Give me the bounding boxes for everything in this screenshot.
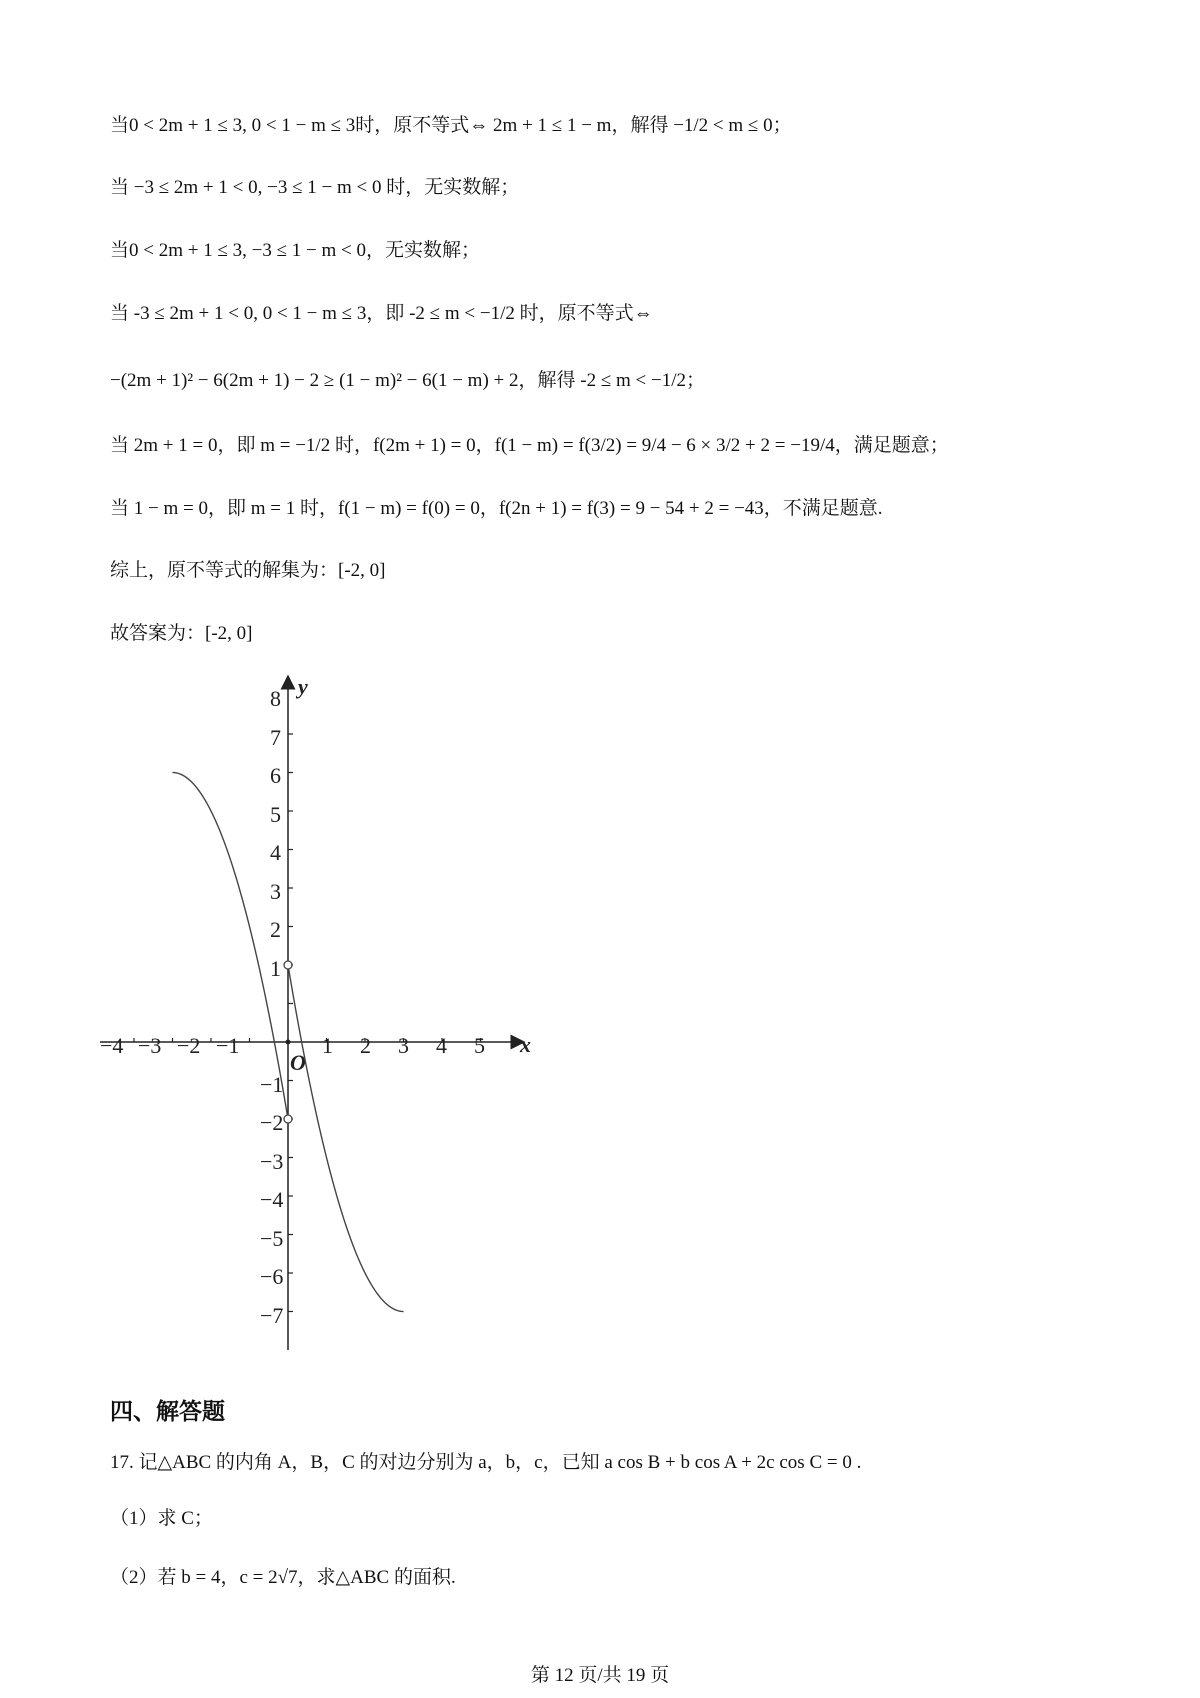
solution-line-5: −(2m + 1)² − 6(2m + 1) − 2 ≥ (1 − m)² − 6(1 − m) + 2，解得 -2 ≤ m < −1/2； xyxy=(110,370,705,391)
x-tick-label: 4 xyxy=(436,1033,447,1058)
solution-summary: 综上，原不等式的解集为：[-2, 0] xyxy=(110,560,386,581)
x-tick-label: 3 xyxy=(398,1033,409,1058)
y-tick-label: 6 xyxy=(270,763,281,788)
y-axis-label: y xyxy=(298,674,308,699)
page-number: 第 12 页/共 19 页 xyxy=(530,1665,670,1686)
y-tick-label: −6 xyxy=(260,1264,284,1289)
problem-stem: 17. 记△ABC 的内角 A，B，C 的对边分别为 a，b，c，已知 a cos B + b cos A + 2c cos C = 0 . xyxy=(110,1452,862,1473)
function-graph xyxy=(100,670,540,1360)
origin-label: O xyxy=(290,1050,306,1075)
solution-line-3: 当0 < 2m + 1 ≤ 3, −3 ≤ 1 − m < 0，无实数解； xyxy=(110,240,480,261)
y-tick-label: 8 xyxy=(270,686,281,711)
solution-line-7: 当 1 − m = 0，即 m = 1 时，f(1 − m) = f(0) = 0，f(2n + 1) = f(3) = 9 − 54 + 2 = −43，不满足题意. xyxy=(110,498,883,519)
x-axis-label: x xyxy=(520,1032,531,1057)
problem-part-1: （1）求 C； xyxy=(110,1508,213,1529)
y-tick-label: 3 xyxy=(270,879,281,904)
curve-right-branch xyxy=(288,965,403,1311)
open-point-top xyxy=(284,961,292,969)
y-tick-label: 5 xyxy=(270,802,281,827)
y-tick-label: 1 xyxy=(270,956,281,981)
solution-line-1: 当0 < 2m + 1 ≤ 3, 0 < 1 − m ≤ 3时，原不等式⇔ 2m + 1 ≤ 1 − m，解得 −1/2 < m ≤ 0； xyxy=(110,115,792,136)
y-tick-label: −2 xyxy=(260,1110,284,1135)
open-point-bottom xyxy=(284,1115,292,1123)
solution-line-4: 当 -3 ≤ 2m + 1 < 0, 0 < 1 − m ≤ 3，即 -2 ≤ m < −1/2 时，原不等式⇔ xyxy=(110,303,653,324)
y-tick-label: 4 xyxy=(270,840,281,865)
problem-part-2: （2）若 b = 4，c = 2√7，求△ABC 的面积. xyxy=(110,1567,456,1588)
y-tick-label: −7 xyxy=(260,1303,284,1328)
solution-line-2: 当 −3 ≤ 2m + 1 < 0, −3 ≤ 1 − m < 0 时，无实数解； xyxy=(110,177,520,198)
y-tick-label: −1 xyxy=(260,1072,284,1097)
y-tick-label: 2 xyxy=(270,917,281,942)
x-tick-label: −4 xyxy=(100,1033,124,1058)
x-tick-label: 5 xyxy=(474,1033,485,1058)
x-tick-label: −3 xyxy=(138,1033,162,1058)
x-tick-label: −1 xyxy=(216,1033,240,1058)
x-tick-label: −2 xyxy=(177,1033,201,1058)
section-title: 四、解答题 xyxy=(110,1399,225,1425)
x-tick-label: 1 xyxy=(322,1033,333,1058)
solution-line-6: 当 2m + 1 = 0，即 m = −1/2 时，f(2m + 1) = 0，f(1 − m) = f(3/2) = 9/4 − 6 × 3/2 + 2 = −19/4，满足题意； xyxy=(110,435,949,456)
y-tick-label: −3 xyxy=(260,1149,284,1174)
origin-point xyxy=(286,1040,291,1045)
solution-answer: 故答案为：[-2, 0] xyxy=(110,623,253,644)
y-tick-label: −4 xyxy=(260,1187,284,1212)
y-tick-label: 7 xyxy=(270,725,281,750)
y-tick-label: −5 xyxy=(260,1226,284,1251)
x-tick-label: 2 xyxy=(360,1033,371,1058)
